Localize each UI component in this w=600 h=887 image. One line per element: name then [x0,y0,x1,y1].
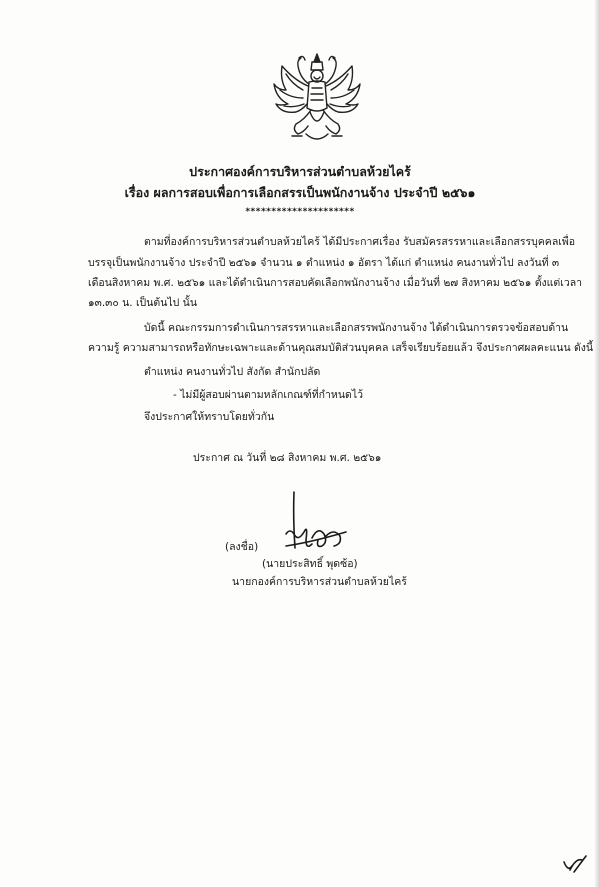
paragraph-2-line-1: บัดนี้ คณะกรรมการดำเนินการสรรหาและเลือกสรรพนักงานจ้าง ได้ดำเนินการตรวจข้อสอบด้าน [144,322,569,334]
announcement-title: ประกาศองค์การบริหารส่วนตำบลห้วยไคร้ [189,164,411,179]
paragraph-2-line-2: ความรู้ ความสามารถหรือทักษะเฉพาะและด้านคุณสมบัติส่วนบุคคล เสร็จเรียบร้อยแล้ว จึงประกาศผลคะแนน ดังนี้ [88,342,594,354]
result-line: - ไม่มีผู้สอบผ่านตามหลักเกณฑ์ที่กำหนดไว้ [173,389,364,401]
garuda-emblem-icon [270,50,365,145]
signed-label: (ลงชื่อ) [225,541,259,553]
signatory-name: (นายประสิทธิ์ พุดซ้อ) [262,558,358,570]
announcement-date: ประกาศ ณ วันที่ ๒๘ สิงหาคม พ.ศ. ๒๕๖๑ [193,452,382,464]
handwritten-signature-icon [282,488,352,563]
page-edge-shadow [594,0,600,887]
paragraph-1-line-3: เดือนสิงหาคม พ.ศ. ๒๕๖๑ และได้ดำเนินการสอบคัดเลือกพนักงานจ้าง เมื่อวันที่ ๒๗ สิงหาคม ๒๕๖๑ ตั้งแต่เวลา [88,277,583,289]
paragraph-1-line-4: ๑๓.๓๐ น. เป็นต้นไป นั้น [88,297,198,309]
position-line: ตำแหน่ง คนงานทั่วไป สังกัด สำนักปลัด [144,366,321,378]
handwritten-mark-icon [560,852,590,878]
announcement-subject: เรื่อง ผลการสอบเพื่อการเลือกสรรเป็นพนักงานจ้าง ประจำปี ๒๕๖๑ [124,185,476,200]
paragraph-1-line-2: บรรจุเป็นพนักงานจ้าง ประจำปี ๒๕๖๑ จำนวน ๑ ตำแหน่ง ๑ อัตรา ได้แก่ ตำแหน่ง คนงานทั่วไป ลงวันที่ ๓ [88,257,560,269]
closing-line: จึงประกาศให้ทราบโดยทั่วกัน [144,411,275,423]
paragraph-1-line-1: ตามที่องค์การบริหารส่วนตำบลห้วยไคร้ ได้มีประกาศเรื่อง รับสมัครสรรหาและเลือกสรรบุคคลเพื่อ [144,236,576,248]
signatory-position: นายกองค์การบริหารส่วนตำบลห้วยไคร้ [232,576,407,588]
title-separator: ********************* [245,207,355,217]
